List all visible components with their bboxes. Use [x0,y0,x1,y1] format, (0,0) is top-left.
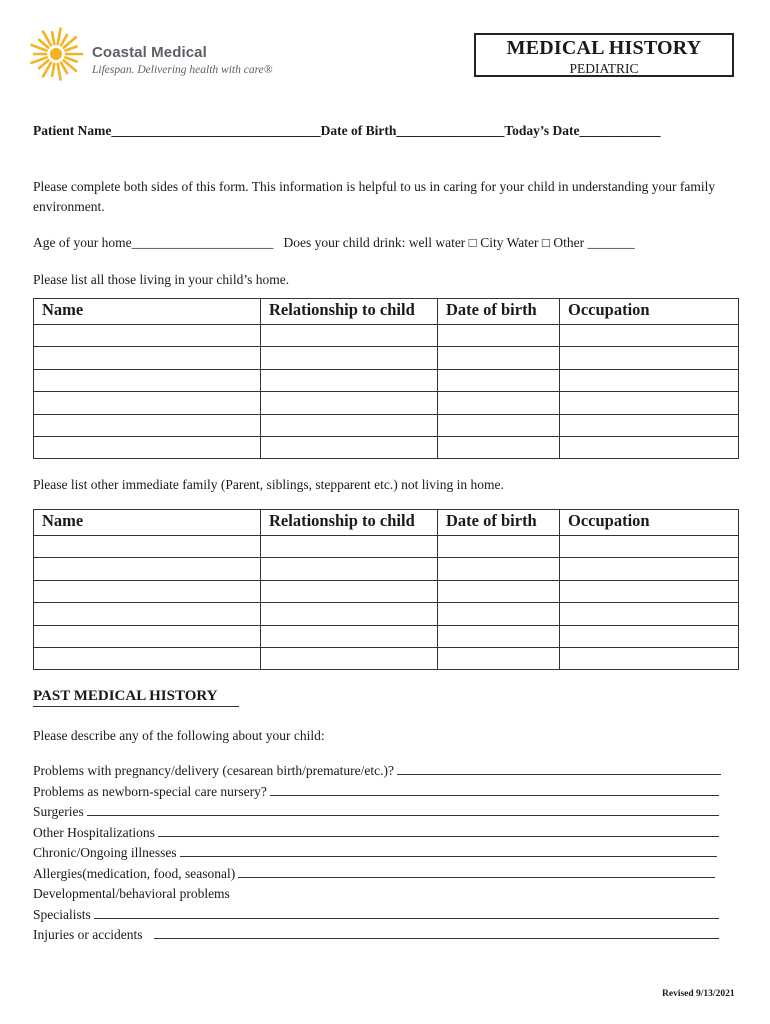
cell-date-of-birth[interactable] [438,558,560,580]
cell-occupation[interactable] [560,414,739,436]
cell-date-of-birth[interactable] [438,392,560,414]
cell-occupation[interactable] [560,558,739,580]
household-intro: Please list all those living in your child’s home. [33,272,290,287]
question-row [33,823,733,844]
past-medical-questions [33,761,733,946]
cell-occupation[interactable] [560,436,739,458]
household-members-table [33,298,739,459]
cell-date-of-birth[interactable] [438,625,560,647]
column-header-occupation: Occupation [560,299,739,325]
table-row [34,647,739,669]
answer-blank[interactable] [158,823,719,837]
cell-date-of-birth[interactable] [438,647,560,669]
cell-relationship[interactable] [261,369,438,391]
cell-name[interactable] [34,347,261,369]
brand-name: Coastal Medical [92,44,207,61]
answer-blank[interactable] [270,782,719,796]
cell-relationship[interactable] [261,392,438,414]
cell-occupation[interactable] [560,580,739,602]
cell-relationship[interactable] [261,536,438,558]
question-label: Problems with pregnancy/delivery (cesarean birth/premature/etc.)? [33,763,394,778]
question-label: Specialists [33,906,91,922]
column-header-name: Name [34,510,261,536]
question-label: Developmental/behavioral problems [33,886,230,901]
cell-occupation[interactable] [560,536,739,558]
cell-name[interactable] [34,436,261,458]
cell-date-of-birth[interactable] [438,325,560,347]
table-row [34,347,739,369]
cell-relationship[interactable] [261,414,438,436]
column-header-relationship: Relationship to child [261,510,438,536]
cell-name[interactable] [34,325,261,347]
form-title-box [474,33,734,77]
question-label: Other Hospitalizations [33,824,155,840]
cell-relationship[interactable] [261,347,438,369]
cell-name[interactable] [34,536,261,558]
cell-relationship[interactable] [261,436,438,458]
question-label: Surgeries [33,804,84,819]
intro-paragraph: Please complete both sides of this form. This information is helpful to us in caring for your child in understanding your family environment. [33,179,716,214]
column-header-date-of-birth: Date of birth [438,299,560,325]
cell-date-of-birth[interactable] [438,580,560,602]
answer-blank[interactable] [397,761,721,775]
cell-name[interactable] [34,625,261,647]
cell-relationship[interactable] [261,325,438,347]
answer-blank[interactable] [154,925,719,939]
cell-date-of-birth[interactable] [438,436,560,458]
column-header-date-of-birth: Date of birth [438,510,560,536]
cell-occupation[interactable] [560,369,739,391]
table-row [34,558,739,580]
cell-relationship[interactable] [261,558,438,580]
answer-blank[interactable] [238,864,715,878]
form-subtitle: PEDIATRIC [569,61,639,76]
cell-date-of-birth[interactable] [438,347,560,369]
cell-relationship[interactable] [261,580,438,602]
table-row [34,369,739,391]
cell-name[interactable] [34,392,261,414]
cell-name[interactable] [34,580,261,602]
cell-name[interactable] [34,414,261,436]
cell-date-of-birth[interactable] [438,369,560,391]
table-row [34,625,739,647]
other-family-intro: Please list other immediate family (Parent, siblings, stepparent etc.) not living in home. [33,477,504,492]
form-title: MEDICAL HISTORY [506,37,702,59]
coastal-medical-logo-sun-icon [28,26,84,82]
cell-occupation[interactable] [560,625,739,647]
cell-name[interactable] [34,647,261,669]
table-row [34,436,739,458]
question-row [33,925,733,946]
cell-occupation[interactable] [560,603,739,625]
question-label: Injuries or accidents [33,927,143,942]
table-row [34,580,739,602]
question-row [33,782,733,803]
cell-occupation[interactable] [560,647,739,669]
table-row [34,603,739,625]
answer-blank[interactable] [180,843,717,857]
question-label: Problems as newborn-special care nursery? [33,783,267,799]
cell-occupation[interactable] [560,325,739,347]
column-header-occupation: Occupation [560,510,739,536]
question-row [33,884,733,905]
table-header-row [34,299,739,325]
revision-date: Revised 9/13/2021 [662,989,735,999]
question-row [33,864,733,885]
past-medical-history-heading: PAST MEDICAL HISTORY [33,688,239,707]
question-label: Chronic/Ongoing illnesses [33,845,177,860]
brand-tagline: Lifespan. Delivering health with care® [92,64,273,76]
patient-info-line[interactable]: Patient Name_______________________________Date of Birth________________Today’s Date____________ [33,123,661,138]
cell-occupation[interactable] [560,392,739,414]
answer-blank[interactable] [94,905,719,919]
home-water-line[interactable]: Age of your home_____________________ Does your child drink: well water □ City Water □ Other _______ [33,235,635,250]
past-medical-intro: Please describe any of the following about your child: [33,728,325,743]
cell-date-of-birth[interactable] [438,603,560,625]
column-header-relationship: Relationship to child [261,299,438,325]
cell-name[interactable] [34,369,261,391]
cell-relationship[interactable] [261,603,438,625]
column-header-name: Name [34,299,261,325]
table-row [34,325,739,347]
question-row [33,802,733,823]
cell-name[interactable] [34,558,261,580]
table-header-row [34,510,739,536]
question-row [33,905,733,926]
question-label: Allergies(medication, food, seasonal) [33,865,236,881]
question-row [33,843,733,864]
question-row [33,761,733,782]
cell-occupation[interactable] [560,347,739,369]
table-row [34,392,739,414]
table-row [34,414,739,436]
other-family-table [33,509,739,670]
cell-name[interactable] [34,603,261,625]
cell-date-of-birth[interactable] [438,414,560,436]
answer-blank[interactable] [87,802,719,816]
cell-date-of-birth[interactable] [438,536,560,558]
cell-relationship[interactable] [261,625,438,647]
cell-relationship[interactable] [261,647,438,669]
table-row [34,536,739,558]
